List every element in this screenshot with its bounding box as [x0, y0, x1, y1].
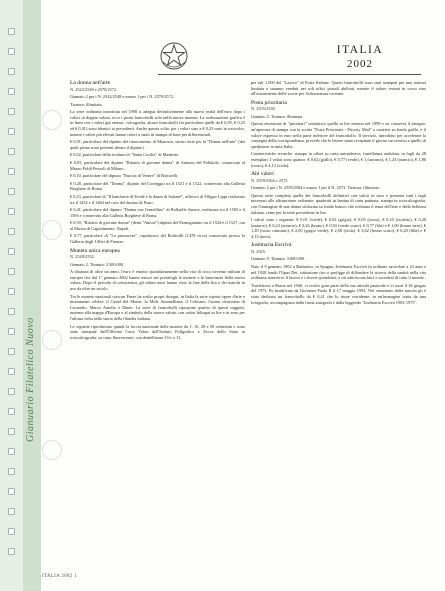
page-footer: ITALIA 2002 1 — [42, 574, 77, 579]
country-title: ITALIA — [336, 44, 384, 56]
section-title: Moneta unica europea — [70, 247, 120, 254]
binder-hole — [8, 408, 15, 415]
binder-hole — [8, 488, 15, 495]
binder-hole — [8, 468, 15, 475]
section-donna-arte — [70, 80, 245, 245]
binder-hole — [8, 188, 15, 195]
section-numbers: N. 2559/2564 e 2573. — [251, 177, 289, 183]
paragraph: Gennaio 2. Tiratura: 3.500.000. — [70, 261, 125, 267]
binder-hole — [8, 108, 15, 115]
paragraph: Questa emissione di "prioritari" sostituisce quella in lire emessa nel 1999 e ne conserva il disegno: un'apertura di stampa con la scritta "Posta Prioritaria - Priority Mail" a caratteri su fondo giallo, e il valore espresso in euro nella parte inferiore del francobollo. Il servizio, introdotto per accelerare la consegna della corrispondenza, prevede che le lettere siano recapitate il giorno successivo a quello di spedizione in tutta Italia. — [251, 121, 426, 149]
paragraph: Gennaio 2 per i N. 2542/2548 e marzo 1 per i N. 2570/2572. — [70, 94, 174, 99]
paragraph: € 0,50, "Ritratto di giovane donna" (detta "Amica") dipinto del Parmigianino tra il 1524 e il 1527, ora al Museo di Capodimonte, Napoli. — [70, 220, 245, 231]
paragraph: € 0,02, particolare della scultura di "Santa Cecilia" di Maderno. — [70, 152, 180, 158]
binder-hole — [8, 388, 15, 395]
watermark-motif — [42, 220, 62, 240]
paragraph: € 0,77, particolare di "La primavera", capolavoro del Botticelli (1478 circa) conservato presso la Galleria degli Uffizi di Firenze. — [70, 233, 245, 245]
section-title: Josémaria Escrivá — [251, 242, 292, 249]
green-ribbon — [23, 0, 41, 591]
paragraph: Tiratura: illimitata. — [70, 101, 103, 107]
paragraph: Tra le monete nazionali ciascun Paese ha scelto propri disegni, in Italia la serie riporta opere d'arte e monumenti celebri: il Castel del Monte, la Mole Antonelliana, il Colosseo, l'uomo vitruviano di Leonardo, Marco Aurelio e Dante. La serie di francobolli ripropone quattro di questi soggetti, insieme alla mappa d'Europa e al simbolo della nuova valuta, con valori bilingui in lire e in euro per l'ultima volta nella storia della filatelia italiana. — [70, 293, 245, 321]
paragraph: Gennaio 2 per i N. 2559/2564 e marzo 1 per il N. 2573. Tiratura: illimitata. — [251, 185, 380, 191]
paragraph: Trasferitosi a Roma nel 1946, vi svolse gran parte della sua attività pastorale e vi morì il 26 giugno del 1975. Fu beatificato da Giovanni Paolo II il 17 maggio 1992. Nel centenario della nascita gli è stato dedicato un francobollo da € 0,41 che lo ritrae sorridente, in un'immagine tratta da una fotografia, accompagnata dalla firma autografa e dalla leggenda "Josémaria Escrivá 1902-1975". — [251, 282, 426, 305]
section-numbers: N. 2565. — [251, 249, 266, 255]
republic-emblem-icon — [158, 40, 190, 72]
binder-hole — [8, 448, 15, 455]
binder-hole — [8, 308, 15, 315]
paragraph: € 0,20, particolare del "Donna", dipinto del Correggio tra il 1521 e il 1522, conservato alla Galleria Borghese di Roma. — [70, 180, 245, 192]
binder-hole — [8, 328, 15, 335]
ribbon-text: Gianuario Filatelico Nuovo — [25, 317, 36, 443]
paragraph: € 0,01, particolare del dipinto del rinascimento di Maurizio, stesso serie per la "Donna nell'arte" (dei quali prima sono presenti dentro il dipinto). — [70, 139, 245, 150]
paragraph: Nato il 9 gennaio 1902 a Barbastro, in Spagna, Josémaria Escrivá fu ordinato sacerdote a 23 anni e nel 1928 fondò l'Opus Dei, istituzione che si prefigge di diffondere la ricerca della santità nella vita ordinaria attraverso il lavoro e i doveri quotidiani, a cui aderiscono laici e sacerdoti di tutto il mondo. — [251, 264, 426, 281]
binder-hole — [8, 128, 15, 135]
section-numbers: N. 2549/2552. — [70, 254, 95, 260]
left-column — [70, 80, 245, 343]
paragraph: € 0,23, particolare di "Il banchetto di Erode e la danza di Salomè", affresco di Filippo Lippi realizzato tra il 1452 e il 1464 nel coro del duomo di Prato. — [70, 193, 246, 205]
binder-hole — [8, 288, 15, 295]
binder-hole — [8, 508, 15, 515]
paragraph: A distanza di oltre un anno, l'euro è entrato quotidianamente nella vita di circa trecento milioni di europei che dal 1° gennaio 2002 hanno messo nei portafogli le monete e le banconote della nuova valuta. Dopo il periodo di coesistenza, gli ultimi mesi hanno visto la fine della lira e dei marchi in uso da oltre un secolo. — [70, 269, 245, 292]
section-posta-prioritaria — [251, 100, 426, 168]
watermark-motif — [42, 110, 62, 130]
binder-hole — [8, 168, 15, 175]
binder-hole — [8, 548, 15, 555]
binder-hole — [8, 88, 15, 95]
header-rule — [158, 74, 421, 75]
section-moneta-unica — [70, 248, 245, 341]
section-title: Abi valori — [251, 171, 274, 178]
binder-hole — [8, 28, 15, 35]
binder-hole — [8, 228, 15, 235]
section-numbers: N. 2542/2548 e 2570/2572. — [70, 86, 118, 92]
section-title: Posta prioritaria — [251, 99, 287, 106]
binder-hole — [8, 428, 15, 435]
paragraph: Questa serie completa quella dei francobolli definitivi con valori in euro e presenta tutti i tagli necessari alle affrancature ordinarie: quadrotti in lamina di carta patinata, stampa in rotocalcografia, con l'immagine di una donna stilizzata su fondo bianco che richiama il tema dell'arte e della bellezza italiana, come per la serie precedente in lire. — [251, 192, 426, 215]
binder-hole — [8, 148, 15, 155]
paragraph: I valori sono i seguenti: € 0,01 (verde), € 0,02 (grigio), € 0,05 (rosso), € 0,10 (violetto), € 0,20 (azzurro), € 0,23 (arancio), € 0,26 (bruno), € 0,50 (verde scuro), € 0,77 (blu) e € 1,00 (bruno nero), € 1,20 (rosso carminio), € 2,00 (grigio verde), € 2,58 (viola), € 3,62 (bruno scuro), € 6,20 (lilla) e € 4,13 (nero). — [251, 217, 426, 239]
right-column — [251, 80, 426, 308]
binder-hole — [8, 368, 15, 375]
paragraph: Gennaio 2. Tiratura: illimitata. — [251, 113, 304, 119]
binder-hole — [8, 248, 15, 255]
binder-hole — [8, 68, 15, 75]
watermark-motif — [42, 330, 62, 350]
binder-hole — [8, 348, 15, 355]
paragraph: € 0,41, particolare del dipinto "Donna con l'ermellino" di Raffaello Sanzio, realizzato tra il 1505 e il 1506 e conservato alla Galleria Borghese di Roma. — [70, 207, 245, 218]
binder-hole — [8, 208, 15, 215]
paragraph: Le vignette riproducono quindi la faccia nazionale delle monete da 1, 10, 20 e 50 centesimi e sono state stampate dall'Officina Carte Valori dell'Istituto Poligrafico e Zecca dello Stato in rotocalcografia, su carta fluorescente, con dentellatura 13¼ x 13. — [70, 323, 245, 340]
section-continuation — [251, 80, 426, 97]
paragraph: La serie ordinaria introdotta nel 1998 si adegua definitivamente alla nuova realtà dell'euro dopo i valori in doppia valuta, ecco i primi francobolli solo nella nuova moneta. La realizzazione grafica è in linea con i valori già emessi: calcografia, alcuni francobolli (in particolare quelli da € 0,05, € 0,23 ed € 0,41) sono identici ai precedenti. Anche questa volta, per i valori sino a € 0,23 sono in rotocalco, mentre i valori più elevati hanno colori a strati in stampa di base per differenziarli. — [70, 109, 245, 137]
binder-hole — [8, 268, 15, 275]
section-escriva — [251, 242, 426, 305]
section-numbers: N. 2555/2558. — [251, 106, 276, 112]
paragraph: € 0,05, particolare del dipinto "Ritratto di giovane donna" di Antonio del Pollaiolo, conservato al Museo Poldi Pezzoli di Milano. — [70, 159, 245, 171]
binder-hole — [8, 48, 15, 55]
section-alti-valori — [251, 171, 426, 239]
paragraph: per tali 1,000 del "Lavoro" di Poste Italiane. Questi francobolli sono stati stampati per una tiratura limitata e saranno venduti nei soli uffici postali abilitati, mentre il valore resterà in corso sino all'esaurimento delle scorte per l'affrancatura corrente. — [251, 80, 426, 97]
year-title: 2002 — [347, 58, 373, 70]
paragraph: Gennaio 9. Tiratura: 3.000.000. — [251, 256, 306, 262]
watermark-motif — [42, 440, 62, 460]
paragraph: Caratteristiche tecniche: stampa in offset su carta autoadesiva, fustellatura ondulata, in fogli da 28 esemplari. I valori sono quattro: € 0,62 (giallo), € 0,77 (verde), € 1 (azzurro), € 1,24 (arancio), € 1,86 (rosso), € 4,13 (viola). — [251, 151, 426, 168]
binder-hole — [8, 528, 15, 535]
section-title: La donna nell'arte — [70, 80, 111, 86]
paragraph: € 0,10, particolare del dipinto "Nascita di Venere" di Botticelli. — [70, 173, 179, 179]
